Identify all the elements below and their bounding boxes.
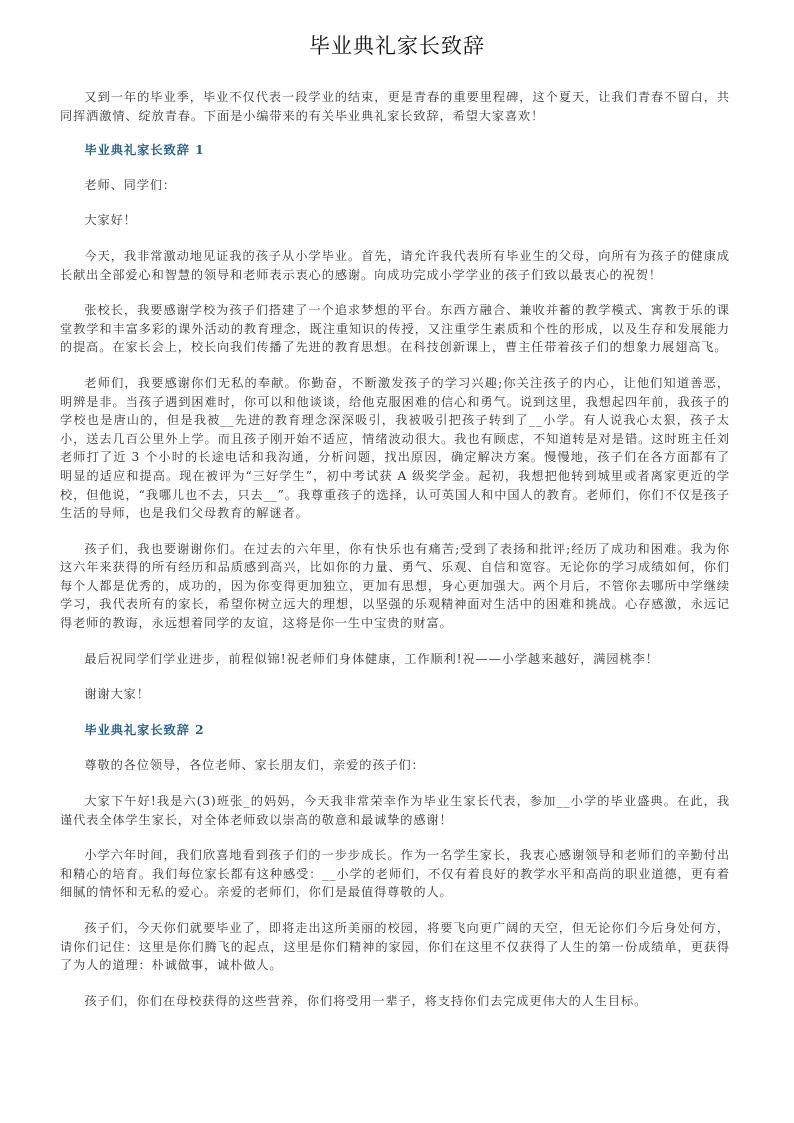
paragraph: 孩子们，今天你们就要毕业了，即将走出这所美丽的校园，将要飞向更广阔的天空，但无论你们今后身处何方，请你们记住：这里是你们腾飞的起点，这里是你们精神的家园，你们在这里不仅获得了人生的第一份成绩单，更获得了为人的道理：朴诚做事，诚朴做人。 — [60, 921, 730, 973]
paragraph: 最后祝同学们学业进步，前程似锦!祝老师们身体健康，工作顺利!祝——小学越来越好，满园桃李！ — [84, 651, 659, 666]
paragraph: 谢谢大家！ — [84, 687, 150, 702]
document-title: 毕业典礼家长致辞 — [309, 34, 485, 58]
paragraph: 今天，我非常激动地见证我的孩子从小学毕业。首先，请允许我代表所有毕业生的父母，向所有为孩子的健康成长献出全部爱心和智慧的领导和老师表示衷心的感谢。向成功完成小学学业的孩子们致以最衷心的祝贺！ — [60, 248, 730, 282]
document-body — [60, 88, 730, 1010]
paragraph: 大家下午好!我是六(3)班张_的妈妈，今天我非常荣幸作为毕业生家长代表，参加__小学的毕业盛典。在此，我谨代表全体学生家长，对全体老师致以崇高的敬意和最诚挚的感谢！ — [60, 794, 730, 827]
intro-paragraph: 又到一年的毕业季，毕业不仅代表一段学业的结束，更是青春的重要里程碑，这个夏天，让我们青春不留白，共同挥洒激情、绽放青春。下面是小编带来的有关毕业典礼家长致辞，希望大家喜欢！ — [60, 90, 730, 123]
paragraph: 张校长，我要感谢学校为孩子们搭建了一个追求梦想的平台。东西方融合、兼收并蓄的教学模式、寓教于乐的课堂教学和丰富多彩的课外活动的教育理念，既注重知识的传授，又注重学生素质和个性的形成，以及生存和发展能力的提高。在家长会上，校长向我们传播了先进的教育思想。在科技创新课上，曹主任带着孩子们的想象力展翅高飞。 — [60, 303, 730, 355]
paragraph: 尊敬的各位领导，各位老师、家长朋友们，亲爱的孩子们： — [84, 758, 425, 773]
paragraph: 孩子们，我也要谢谢你们。在过去的六年里，你有快乐也有痛苦;受到了表扬和批评;经历了成功和困难。我为你这六年来获得的所有经历和品质感到高兴，比如你的力量、勇气、乐观、自信和宽容。无论你的学习成绩如何，你们每个人都是优秀的，成功的，因为你变得更加独立，更加有思想，身心更加强大。两个月后，不管你去哪所中学继续学习，我代表所有的家长，希望你树立远大的理想，以坚强的乐观精神面对生活中的困难和挑战。心存感激，永远记得老师的教诲，永远想着同学的友谊，这将是你一生中宝贵的财富。 — [60, 541, 730, 631]
paragraph: 老师、同学们： — [84, 177, 177, 192]
paragraph: 老师们，我要感谢你们无私的奉献。你勤奋，不断激发孩子的学习兴趣;你关注孩子的内心，让他们知道善恶，明辨是非。当孩子遇到困难时，你可以和他谈谈，给他克服困难的信心和勇气。说到这里，我想起四年前，我孩子的学校也是唐山的，但是我被__先进的教育理念深深吸引，我被吸引把孩子转到了__小学。有人说我心太狠，孩子太小，送去几百公里外上学。而且孩子刚开始不适应，情绪波动很大。我也有顾虑，不知道转是对是错。这时班主任刘老师打了近 3 个小时的长途电话和我沟通，分析问题，找出原因，确定解决方案。慢慢地，孩子们在各方面都有了明显的适应和提高。现在被评为“三好学生”，初中考试获 A 级奖学金。起初，我想把他转到城里或者离家更近的学校，但他说，“我哪儿也不去，只去__”。我尊重孩子的选择，认可英国人和中国人的教育。老师们，你们不仅是孩子生活的导师，也是我们父母教育的解谜者。 — [60, 375, 730, 521]
section-heading-2: 毕业典礼家长致辞 2 — [84, 722, 205, 737]
paragraph: 孩子们，你们在母校获得的这些营养，你们将受用一辈子，将支持你们去完成更伟大的人生目标。 — [84, 993, 648, 1008]
paragraph: 大家好！ — [84, 213, 137, 228]
paragraph: 小学六年时间，我们欣喜地看到孩子们的一步步成长。作为一名学生家长，我衷心感谢领导和老师们的辛勤付出和精心的培育。我们每位家长都有这种感受：__小学的老师们，不仅有着良好的教学水平和高尚的职业道德，更有着细腻的情怀和无私的爱心。亲爱的老师们，你们是最值得尊敬的人。 — [60, 848, 730, 900]
section-heading-1: 毕业典礼家长致辞 1 — [84, 143, 205, 158]
